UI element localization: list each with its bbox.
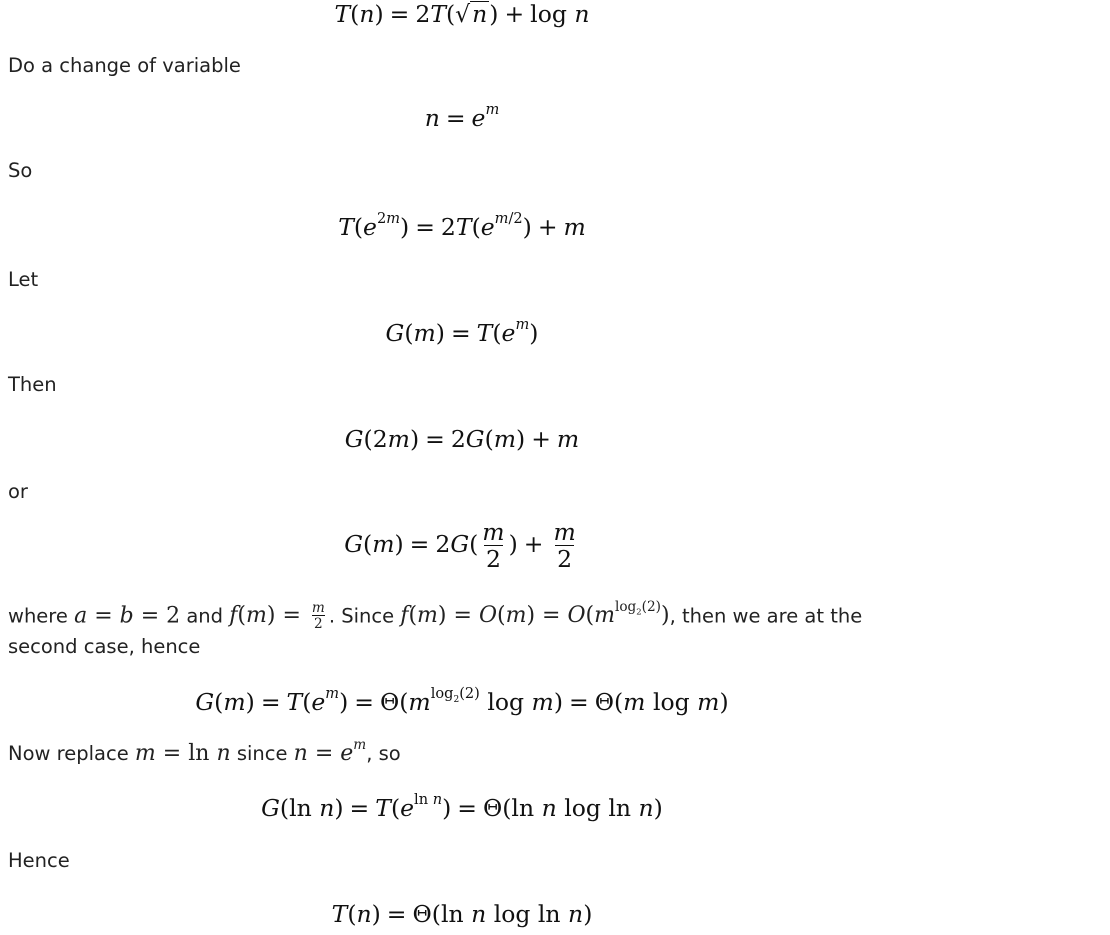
- text-hence: Hence: [8, 849, 70, 872]
- equation-g-solution: $G(m) = T(e^m) = \Theta(m^{log_2(2)}$ log m) = Θ(m log m): [195, 685, 729, 716]
- equation-back-substitution: G(ln $n) = T(e^{ln n}) = \Theta(\ln$ n log ln n): [261, 791, 663, 822]
- text-second-case: second case, hence: [8, 635, 201, 658]
- text-change-variable: Do a change of variable: [8, 54, 241, 77]
- text-then: Then: [8, 373, 57, 396]
- text-replace-m: Now replace m = ln n since $n = e^m$, so: [8, 736, 401, 766]
- equation-g-recurrence: G(2m) = 2G(m) + m: [344, 425, 580, 453]
- equation-definition-g: $G(m) = T(e^m)$: [385, 316, 539, 347]
- text-let: Let: [8, 268, 39, 291]
- equation-final-result: T(n) = Θ(ln n log ln n): [331, 900, 593, 928]
- equation-substituted-recurrence: $T(e^{2m}) = 2T(e^{m/2}) + m$: [338, 210, 586, 241]
- text-so: So: [8, 159, 33, 182]
- text-or: or: [8, 480, 28, 503]
- equation-g-master-form: G(m) = 2G( $\frac{m}{2}$ ) + $\frac{m}{2}$: [344, 518, 576, 573]
- equation-recurrence: T(n) = 2T(√n) + log n: [334, 0, 590, 28]
- equation-substitution: $n = e^m$: [424, 101, 500, 132]
- text-master-theorem-case: where a = b = 2 and f(m) = $\frac{m}{2}$ . Since $f(m) = O(m) = O(m^{log_2(2)})$, then we are at the: [8, 599, 863, 633]
